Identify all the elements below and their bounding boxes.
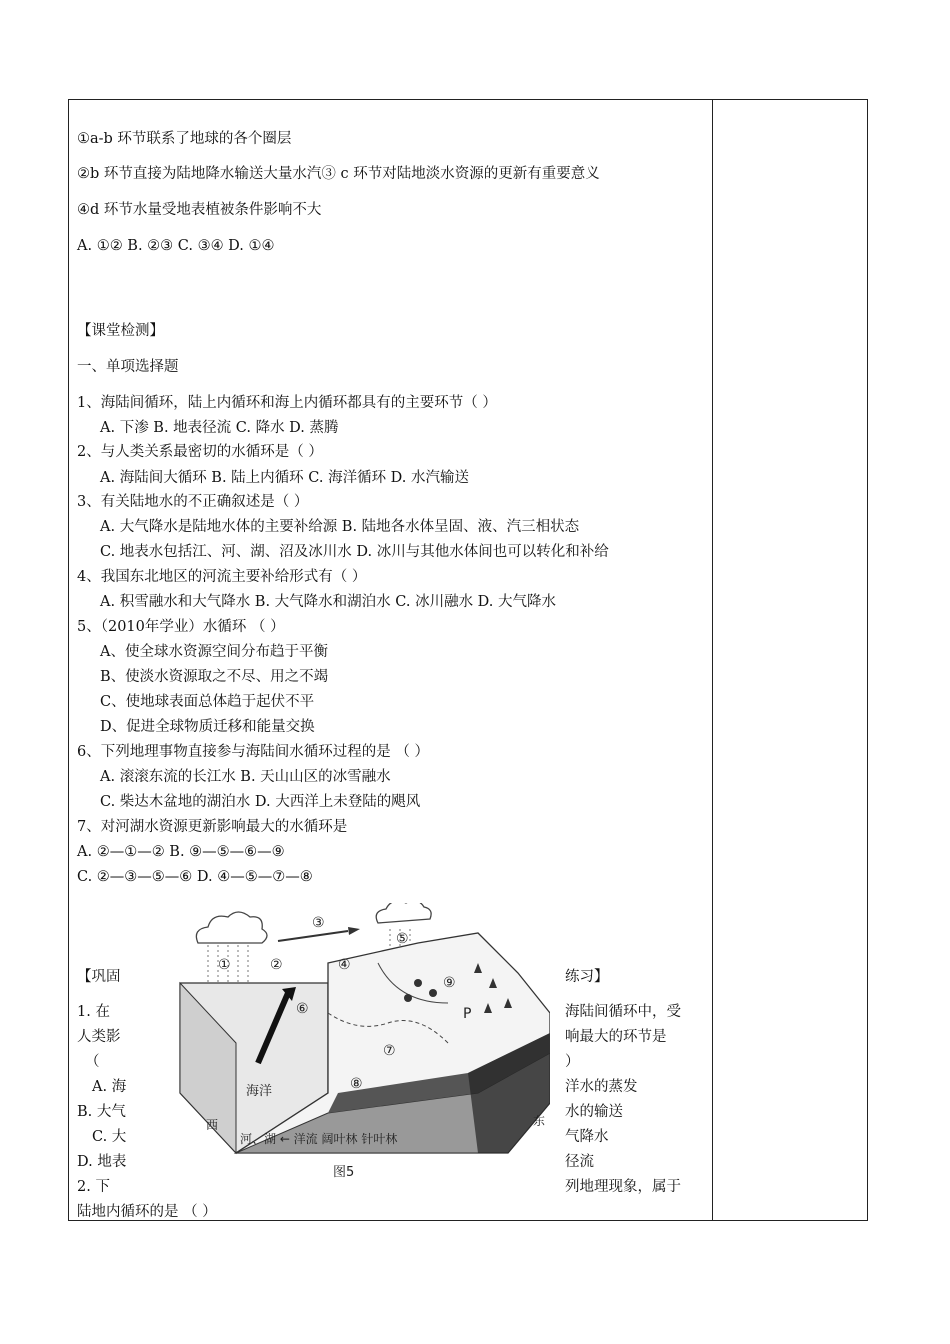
label-2: ② (270, 957, 283, 973)
text-line: 3、有关陆地水的不正确叙述是（ ） (77, 494, 309, 510)
text-line: A. 下渗 B. 地表径流 C. 降水 D. 蒸腾 (100, 420, 339, 436)
label-ocean: 海洋 (246, 1084, 273, 1099)
text-line: C. 大 (92, 1129, 127, 1145)
label-west: 西 (206, 1118, 219, 1132)
text-line: B、使淡水资源取之不尽、用之不竭 (100, 669, 329, 685)
label-6: ⑥ (296, 1001, 309, 1017)
text-line: 人类影 (77, 1029, 121, 1045)
text-line: ④d 环节水量受地表植被条件影响不大 (77, 202, 322, 218)
text-line: C、使地球表面总体趋于起伏不平 (100, 694, 315, 710)
text-line: 列地理现象，属于 (565, 1179, 681, 1195)
text-line: A. 海陆间大循环 B. 陆上内循环 C. 海洋循环 D. 水汽输送 (100, 470, 470, 486)
figure-caption: 图5 (333, 1165, 355, 1180)
label-7: ⑦ (383, 1043, 396, 1059)
text-line: C. 柴达木盆地的湖泊水 D. 大西洋上未登陆的飓风 (100, 794, 421, 810)
text-line: A、使全球水资源空间分布趋于平衡 (100, 644, 328, 660)
text-line: B. 大气 (77, 1104, 126, 1120)
text-line: A. 海 (92, 1079, 127, 1095)
text-line: 洋水的蒸发 (565, 1079, 638, 1095)
text-line: ①a-b 环节联系了地球的各个圈层 (77, 131, 292, 147)
text-line: D. 地表 (77, 1154, 127, 1170)
text-line: 一、单项选择题 (77, 359, 179, 375)
label-5: ⑤ (396, 931, 409, 947)
text-line: C. ②—③—⑤—⑥ D. ④—⑤—⑦—⑧ (77, 869, 313, 885)
text-line: 陆地内循环的是 （ ） (77, 1204, 217, 1220)
label-p: P (463, 1006, 472, 1022)
label-east: 东 (533, 1114, 546, 1128)
label-3: ③ (312, 915, 325, 931)
text-line: A. 大气降水是陆地水体的主要补给源 B. 陆地各水体呈固、液、汽三相状态 (100, 519, 580, 535)
text-line: A. 积雪融水和大气降水 B. 大气降水和湖泊水 C. 冰川融水 D. 大气降水 (100, 594, 557, 610)
text-line: C. 地表水包括江、河、湖、沼及冰川水 D. 冰川与其他水体间也可以转化和补给 (100, 544, 609, 560)
text-line: （ (85, 1054, 100, 1070)
text-line: 水的输送 (565, 1104, 623, 1120)
text-line: 7、对河湖水资源更新影响最大的水循环是 (77, 819, 348, 835)
text-line: 4、我国东北地区的河流主要补给形式有（ ） (77, 569, 367, 585)
label-4: ④ (338, 957, 351, 973)
text-line: 2、与人类关系最密切的水循环是（ ） (77, 444, 323, 460)
text-line: A. ②—①—② B. ⑨—⑤—⑥—⑨ (77, 844, 285, 860)
text-line: A. ①② B. ②③ C. ③④ D. ①④ (77, 238, 275, 254)
table-column-divider (712, 99, 713, 1221)
text-line: 2. 下 (77, 1179, 110, 1195)
text-line: 练习】 (565, 969, 609, 985)
text-line: 【巩固 (77, 969, 121, 985)
label-1: ① (218, 957, 231, 973)
text-line: D、促进全球物质迁移和能量交换 (100, 719, 315, 735)
text-line: 径流 (565, 1154, 594, 1170)
text-line: A. 滚滚东流的长江水 B. 天山山区的冰雪融水 (100, 769, 391, 785)
text-line: 响最大的环节是 (565, 1029, 667, 1045)
text-line: ②b 环节直接为陆地降水输送大量水汽③ c 环节对陆地淡水资源的更新有重要意义 (77, 166, 600, 182)
cloud-icon (376, 903, 431, 923)
text-line: 5、（2010年学业）水循环 （ ） (77, 619, 285, 635)
text-line: 1、海陆间循环，陆上内循环和海上内循环都具有的主要环节（ ） (77, 395, 497, 411)
text-line: 6、下列地理事物直接参与海陆间水循环过程的是 （ ） (77, 744, 429, 760)
text-line: 海陆间循环中，受 (565, 1004, 681, 1020)
text-line: 气降水 (565, 1129, 609, 1145)
text-line: 【课堂检测】 (77, 323, 164, 339)
figure-legend: 河、湖 ← 洋流 阔叶林 针叶林 (240, 1132, 398, 1146)
text-line: ） (565, 1054, 580, 1070)
label-8: ⑧ (350, 1076, 363, 1092)
label-9: ⑨ (443, 975, 456, 991)
cloud-icon (196, 912, 267, 943)
water-cycle-figure (178, 903, 550, 1193)
text-line: 1. 在 (77, 1004, 110, 1020)
